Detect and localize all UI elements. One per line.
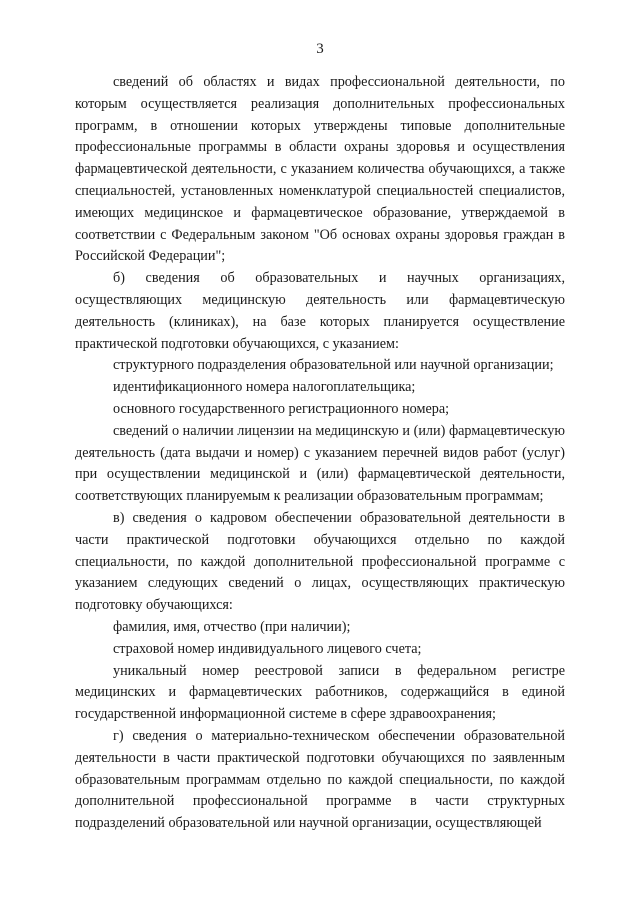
- paragraph-item-b: б) сведения об образовательных и научных организациях, осуществляющих медицинскую деятельность или фармацевтическую деятельность (клиниках), на базе которых планируется осуществление практической подготовки обучающихся, с указанием:: [75, 270, 565, 352]
- paragraph-inn: идентификационного номера налогоплательщика;: [113, 379, 416, 396]
- paragraph-structural-unit: структурного подразделения образовательной или научной организации;: [113, 357, 554, 374]
- paragraph-item-v: в) сведения о кадровом обеспечении образовательной деятельности в части практической подготовки обучающихся отдельно по каждой специальности, по каждой дополнительной профессиональной программе с указанием следующих сведений о лицах, осуществляющих практическую подготовку обучающихся:: [75, 509, 565, 614]
- paragraph-snils: страховой номер индивидуального лицевого счета;: [113, 640, 422, 657]
- paragraph-item-g: г) сведения о материально-техническом обеспечении образовательной деятельности в части практической подготовки обучающихся по заявленным образовательным программам отдельно по каждой специальности, по каждой дополнительной профессиональной программе в части структурных подразделений образовательной или научной организации, осуществляющей: [75, 727, 565, 832]
- paragraph-ogrn: основного государственного регистрационного номера;: [113, 400, 450, 417]
- paragraph-license: сведений о наличии лицензии на медицинскую и (или) фармацевтическую деятельность (дата выдачи и номер) с указанием перечней видов работ (услуг) при осуществлении медицинской и (или) фармацевтической деятельности, соответствующих планируемым к реализации образовательным программам;: [75, 422, 565, 505]
- paragraph-registry-number: уникальный номер реестровой записи в федеральном регистре медицинских и фармацевтических работников, содержащийся в единой государственной информационной системе в сфере здравоохранения;: [75, 662, 565, 723]
- page-number: 3: [316, 41, 324, 57]
- paragraph-full-name: фамилия, имя, отчество (при наличии);: [113, 618, 351, 635]
- paragraph-professional-areas: сведений об областях и видах профессиональной деятельности, по которым осуществляется реализация дополнительных профессиональных программ, в отношении которых утверждены типовые дополнительные профессиональные программы в области охраны здоровья и осуществления фармацевтической деятельности, с указанием количества обучающихся, а также специальностей, установленных номенклатурой специальностей специалистов, имеющих медицинское и фармацевтическое образование, утверждаемой в соответствии с Федеральным законом "Об основах охраны здоровья граждан в Российской Федерации";: [75, 74, 565, 265]
- document-body: [75, 72, 565, 835]
